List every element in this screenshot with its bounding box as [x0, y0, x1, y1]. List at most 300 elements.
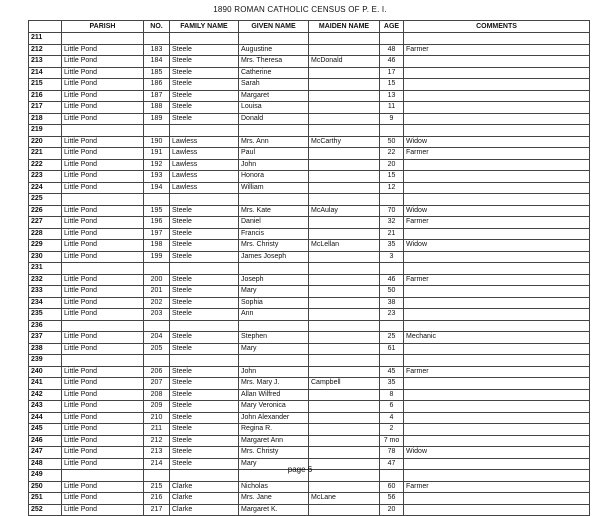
cell-age: 6 — [380, 401, 404, 413]
document-title: 1890 ROMAN CATHOLIC CENSUS OF P. E. I. — [213, 5, 387, 14]
cell-no: 210 — [144, 412, 170, 424]
cell-given-name: Mary — [239, 343, 309, 355]
cell-given-name — [239, 194, 309, 206]
cell-age: 70 — [380, 205, 404, 217]
cell-row-number: 214 — [29, 67, 62, 79]
cell-no: 212 — [144, 435, 170, 447]
cell-family-name: Steele — [170, 90, 239, 102]
header-no: NO. — [144, 21, 170, 33]
cell-given-name — [239, 355, 309, 367]
cell-maiden-name — [309, 412, 380, 424]
cell-maiden-name: McLellan — [309, 240, 380, 252]
table-row — [29, 125, 590, 137]
cell-age — [380, 263, 404, 275]
table-row — [29, 251, 590, 263]
cell-family-name: Steele — [170, 240, 239, 252]
cell-no: 216 — [144, 493, 170, 505]
cell-family-name: Steele — [170, 424, 239, 436]
cell-age: 20 — [380, 159, 404, 171]
table-row — [29, 263, 590, 275]
cell-given-name: Margaret K. — [239, 504, 309, 516]
cell-comments — [404, 389, 590, 401]
cell-given-name: Joseph — [239, 274, 309, 286]
cell-parish: Little Pond — [62, 447, 144, 459]
cell-age: 2 — [380, 424, 404, 436]
cell-comments — [404, 159, 590, 171]
cell-comments: Widow — [404, 205, 590, 217]
cell-parish: Little Pond — [62, 504, 144, 516]
cell-maiden-name — [309, 401, 380, 413]
cell-age — [380, 355, 404, 367]
cell-comments — [404, 79, 590, 91]
cell-parish — [62, 125, 144, 137]
cell-age: 13 — [380, 90, 404, 102]
cell-age: 21 — [380, 228, 404, 240]
cell-row-number: 222 — [29, 159, 62, 171]
cell-family-name: Clarke — [170, 504, 239, 516]
cell-parish: Little Pond — [62, 251, 144, 263]
cell-comments — [404, 343, 590, 355]
cell-age: 35 — [380, 378, 404, 390]
header-age: AGE — [380, 21, 404, 33]
cell-no: 207 — [144, 378, 170, 390]
cell-row-number: 223 — [29, 171, 62, 183]
cell-given-name: Mrs. Ann — [239, 136, 309, 148]
cell-family-name: Steele — [170, 251, 239, 263]
cell-given-name: Sophia — [239, 297, 309, 309]
cell-comments — [404, 67, 590, 79]
cell-no — [144, 33, 170, 45]
cell-parish: Little Pond — [62, 113, 144, 125]
table-row — [29, 217, 590, 229]
cell-age: 48 — [380, 44, 404, 56]
cell-comments: Widow — [404, 447, 590, 459]
cell-row-number: 219 — [29, 125, 62, 137]
cell-age: 61 — [380, 343, 404, 355]
cell-comments — [404, 309, 590, 321]
cell-row-number: 231 — [29, 263, 62, 275]
cell-given-name: Paul — [239, 148, 309, 160]
cell-maiden-name: McAulay — [309, 205, 380, 217]
cell-age: 15 — [380, 171, 404, 183]
cell-family-name — [170, 125, 239, 137]
cell-family-name — [170, 33, 239, 45]
cell-no — [144, 125, 170, 137]
cell-given-name: Mary Veronica — [239, 401, 309, 413]
table-row — [29, 389, 590, 401]
cell-maiden-name — [309, 113, 380, 125]
cell-parish: Little Pond — [62, 389, 144, 401]
cell-row-number: 237 — [29, 332, 62, 344]
table-row — [29, 320, 590, 332]
cell-row-number: 240 — [29, 366, 62, 378]
cell-given-name: John — [239, 366, 309, 378]
page-number: page 6 — [287, 465, 313, 474]
cell-maiden-name — [309, 33, 380, 45]
cell-age: 17 — [380, 67, 404, 79]
cell-comments — [404, 378, 590, 390]
header-family-name: FAMILY NAME — [170, 21, 239, 33]
table-row — [29, 309, 590, 321]
cell-row-number: 211 — [29, 33, 62, 45]
cell-family-name: Clarke — [170, 493, 239, 505]
header-comments: COMMENTS — [404, 21, 590, 33]
cell-row-number: 217 — [29, 102, 62, 114]
cell-given-name: Mrs. Mary J. — [239, 378, 309, 390]
cell-no: 211 — [144, 424, 170, 436]
cell-maiden-name — [309, 125, 380, 137]
cell-parish: Little Pond — [62, 309, 144, 321]
cell-age: 60 — [380, 481, 404, 493]
cell-family-name — [170, 194, 239, 206]
cell-family-name: Lawless — [170, 171, 239, 183]
cell-comments — [404, 493, 590, 505]
cell-row-number: 243 — [29, 401, 62, 413]
table-row — [29, 182, 590, 194]
cell-age: 12 — [380, 182, 404, 194]
cell-row-number: 221 — [29, 148, 62, 160]
cell-age: 11 — [380, 102, 404, 114]
cell-comments — [404, 56, 590, 68]
cell-age: 50 — [380, 286, 404, 298]
cell-no: 204 — [144, 332, 170, 344]
cell-given-name: Catherine — [239, 67, 309, 79]
cell-family-name: Lawless — [170, 159, 239, 171]
cell-given-name: Allan Wilfred — [239, 389, 309, 401]
cell-row-number: 215 — [29, 79, 62, 91]
cell-parish — [62, 355, 144, 367]
cell-row-number: 248 — [29, 458, 62, 470]
cell-family-name: Steele — [170, 435, 239, 447]
cell-comments — [404, 435, 590, 447]
cell-maiden-name — [309, 102, 380, 114]
cell-row-number: 247 — [29, 447, 62, 459]
table-body — [29, 33, 590, 516]
cell-maiden-name — [309, 263, 380, 275]
cell-age: 46 — [380, 274, 404, 286]
cell-age: 23 — [380, 309, 404, 321]
table-row — [29, 33, 590, 45]
cell-comments — [404, 182, 590, 194]
cell-family-name: Steele — [170, 447, 239, 459]
cell-family-name: Steele — [170, 228, 239, 240]
cell-age: 4 — [380, 412, 404, 424]
cell-comments — [404, 504, 590, 516]
cell-parish: Little Pond — [62, 182, 144, 194]
cell-no: 217 — [144, 504, 170, 516]
table-row — [29, 504, 590, 516]
cell-parish: Little Pond — [62, 79, 144, 91]
cell-maiden-name — [309, 251, 380, 263]
cell-no: 189 — [144, 113, 170, 125]
table-row — [29, 148, 590, 160]
cell-no: 191 — [144, 148, 170, 160]
cell-no: 197 — [144, 228, 170, 240]
table-row — [29, 435, 590, 447]
cell-age: 9 — [380, 113, 404, 125]
cell-comments — [404, 263, 590, 275]
cell-maiden-name — [309, 159, 380, 171]
cell-family-name: Steele — [170, 44, 239, 56]
cell-age: 25 — [380, 332, 404, 344]
cell-given-name: John — [239, 159, 309, 171]
cell-row-number: 250 — [29, 481, 62, 493]
cell-maiden-name — [309, 44, 380, 56]
cell-given-name — [239, 320, 309, 332]
cell-given-name: Mrs. Christy — [239, 447, 309, 459]
cell-given-name: John Alexander — [239, 412, 309, 424]
cell-age: 7 mo — [380, 435, 404, 447]
cell-age — [380, 125, 404, 137]
cell-comments — [404, 228, 590, 240]
cell-given-name: William — [239, 182, 309, 194]
table-row — [29, 274, 590, 286]
cell-no: 215 — [144, 481, 170, 493]
cell-no: 196 — [144, 217, 170, 229]
cell-parish — [62, 194, 144, 206]
cell-given-name: Mrs. Theresa — [239, 56, 309, 68]
cell-row-number: 213 — [29, 56, 62, 68]
cell-parish: Little Pond — [62, 228, 144, 240]
cell-comments — [404, 113, 590, 125]
cell-parish: Little Pond — [62, 205, 144, 217]
cell-parish: Little Pond — [62, 171, 144, 183]
header-row — [29, 21, 590, 33]
cell-no: 187 — [144, 90, 170, 102]
census-table — [28, 20, 590, 516]
cell-row-number: 236 — [29, 320, 62, 332]
cell-row-number: 224 — [29, 182, 62, 194]
cell-age: 78 — [380, 447, 404, 459]
cell-row-number: 232 — [29, 274, 62, 286]
cell-comments — [404, 251, 590, 263]
cell-family-name: Steele — [170, 458, 239, 470]
cell-given-name: Stephen — [239, 332, 309, 344]
cell-comments — [404, 320, 590, 332]
cell-parish: Little Pond — [62, 424, 144, 436]
cell-age: 46 — [380, 56, 404, 68]
cell-row-number: 241 — [29, 378, 62, 390]
table-row — [29, 205, 590, 217]
cell-maiden-name — [309, 343, 380, 355]
cell-maiden-name — [309, 435, 380, 447]
table-row — [29, 90, 590, 102]
cell-given-name — [239, 125, 309, 137]
cell-comments — [404, 401, 590, 413]
cell-row-number: 229 — [29, 240, 62, 252]
cell-age: 45 — [380, 366, 404, 378]
cell-family-name: Steele — [170, 343, 239, 355]
cell-maiden-name — [309, 182, 380, 194]
cell-given-name: Mary — [239, 286, 309, 298]
cell-given-name: Ann — [239, 309, 309, 321]
table-row — [29, 44, 590, 56]
cell-comments: Farmer — [404, 217, 590, 229]
table-row — [29, 79, 590, 91]
cell-parish: Little Pond — [62, 240, 144, 252]
cell-comments — [404, 412, 590, 424]
cell-parish: Little Pond — [62, 343, 144, 355]
cell-maiden-name — [309, 389, 380, 401]
table-row — [29, 67, 590, 79]
cell-comments: Farmer — [404, 481, 590, 493]
cell-family-name: Steele — [170, 412, 239, 424]
table-row — [29, 343, 590, 355]
cell-no — [144, 194, 170, 206]
cell-parish: Little Pond — [62, 274, 144, 286]
cell-family-name: Steele — [170, 217, 239, 229]
header-parish: PARISH — [62, 21, 144, 33]
cell-maiden-name: Campbell — [309, 378, 380, 390]
cell-parish: Little Pond — [62, 297, 144, 309]
cell-no: 188 — [144, 102, 170, 114]
cell-row-number: 230 — [29, 251, 62, 263]
cell-age: 15 — [380, 79, 404, 91]
cell-age: 35 — [380, 240, 404, 252]
cell-maiden-name — [309, 424, 380, 436]
cell-parish: Little Pond — [62, 90, 144, 102]
table-row — [29, 401, 590, 413]
cell-no — [144, 263, 170, 275]
cell-row-number: 212 — [29, 44, 62, 56]
cell-comments: Widow — [404, 240, 590, 252]
cell-maiden-name — [309, 332, 380, 344]
cell-no: 194 — [144, 182, 170, 194]
table-row — [29, 412, 590, 424]
cell-age: 50 — [380, 136, 404, 148]
table-row — [29, 378, 590, 390]
cell-parish: Little Pond — [62, 435, 144, 447]
table-row — [29, 447, 590, 459]
cell-row-number: 227 — [29, 217, 62, 229]
cell-row-number: 234 — [29, 297, 62, 309]
cell-family-name: Clarke — [170, 481, 239, 493]
cell-given-name: James Joseph — [239, 251, 309, 263]
cell-row-number: 249 — [29, 470, 62, 482]
cell-row-number: 252 — [29, 504, 62, 516]
table-row — [29, 194, 590, 206]
cell-family-name: Lawless — [170, 148, 239, 160]
cell-given-name: Regina R. — [239, 424, 309, 436]
cell-comments — [404, 355, 590, 367]
cell-comments — [404, 90, 590, 102]
cell-maiden-name — [309, 504, 380, 516]
cell-no: 206 — [144, 366, 170, 378]
cell-maiden-name — [309, 79, 380, 91]
cell-given-name: Louisa — [239, 102, 309, 114]
cell-comments — [404, 33, 590, 45]
table-row — [29, 136, 590, 148]
cell-family-name: Steele — [170, 401, 239, 413]
cell-no: 185 — [144, 67, 170, 79]
cell-parish — [62, 33, 144, 45]
cell-parish: Little Pond — [62, 378, 144, 390]
header-row-number — [29, 21, 62, 33]
cell-comments — [404, 286, 590, 298]
table-row — [29, 366, 590, 378]
cell-family-name: Steele — [170, 274, 239, 286]
cell-no: 183 — [144, 44, 170, 56]
cell-no — [144, 320, 170, 332]
header-given-name: GIVEN NAME — [239, 21, 309, 33]
cell-family-name: Steele — [170, 378, 239, 390]
cell-maiden-name — [309, 320, 380, 332]
cell-age: 32 — [380, 217, 404, 229]
cell-age: 56 — [380, 493, 404, 505]
cell-comments — [404, 125, 590, 137]
cell-parish: Little Pond — [62, 148, 144, 160]
cell-comments — [404, 297, 590, 309]
cell-maiden-name — [309, 309, 380, 321]
cell-comments: Mechanic — [404, 332, 590, 344]
cell-given-name: Honora — [239, 171, 309, 183]
cell-family-name: Steele — [170, 297, 239, 309]
cell-no: 195 — [144, 205, 170, 217]
cell-maiden-name — [309, 447, 380, 459]
cell-family-name — [170, 263, 239, 275]
cell-parish: Little Pond — [62, 332, 144, 344]
cell-parish: Little Pond — [62, 159, 144, 171]
cell-maiden-name: McDonald — [309, 56, 380, 68]
table-row — [29, 159, 590, 171]
cell-no: 209 — [144, 401, 170, 413]
cell-no: 214 — [144, 458, 170, 470]
cell-row-number: 228 — [29, 228, 62, 240]
cell-maiden-name — [309, 228, 380, 240]
cell-given-name: Mrs. Kate — [239, 205, 309, 217]
cell-maiden-name: McLane — [309, 493, 380, 505]
cell-parish: Little Pond — [62, 67, 144, 79]
cell-family-name: Steele — [170, 389, 239, 401]
cell-age: 38 — [380, 297, 404, 309]
table-row — [29, 332, 590, 344]
cell-parish — [62, 320, 144, 332]
cell-parish: Little Pond — [62, 44, 144, 56]
cell-family-name: Steele — [170, 56, 239, 68]
cell-maiden-name — [309, 297, 380, 309]
cell-row-number: 235 — [29, 309, 62, 321]
cell-no — [144, 355, 170, 367]
cell-given-name: Donald — [239, 113, 309, 125]
cell-comments — [404, 424, 590, 436]
cell-age — [380, 194, 404, 206]
cell-no: 198 — [144, 240, 170, 252]
cell-given-name: Margaret — [239, 90, 309, 102]
cell-parish: Little Pond — [62, 217, 144, 229]
cell-age — [380, 320, 404, 332]
cell-parish: Little Pond — [62, 56, 144, 68]
cell-maiden-name — [309, 148, 380, 160]
cell-row-number: 216 — [29, 90, 62, 102]
cell-parish: Little Pond — [62, 493, 144, 505]
cell-maiden-name: McCarthy — [309, 136, 380, 148]
cell-no: 202 — [144, 297, 170, 309]
cell-comments: Widow — [404, 136, 590, 148]
cell-row-number: 246 — [29, 435, 62, 447]
cell-row-number: 233 — [29, 286, 62, 298]
cell-no: 205 — [144, 343, 170, 355]
cell-age: 8 — [380, 389, 404, 401]
cell-row-number: 239 — [29, 355, 62, 367]
cell-maiden-name — [309, 194, 380, 206]
cell-row-number: 220 — [29, 136, 62, 148]
table-row — [29, 56, 590, 68]
cell-family-name: Steele — [170, 205, 239, 217]
cell-maiden-name — [309, 366, 380, 378]
cell-family-name: Steele — [170, 113, 239, 125]
cell-comments: Farmer — [404, 274, 590, 286]
cell-parish: Little Pond — [62, 136, 144, 148]
